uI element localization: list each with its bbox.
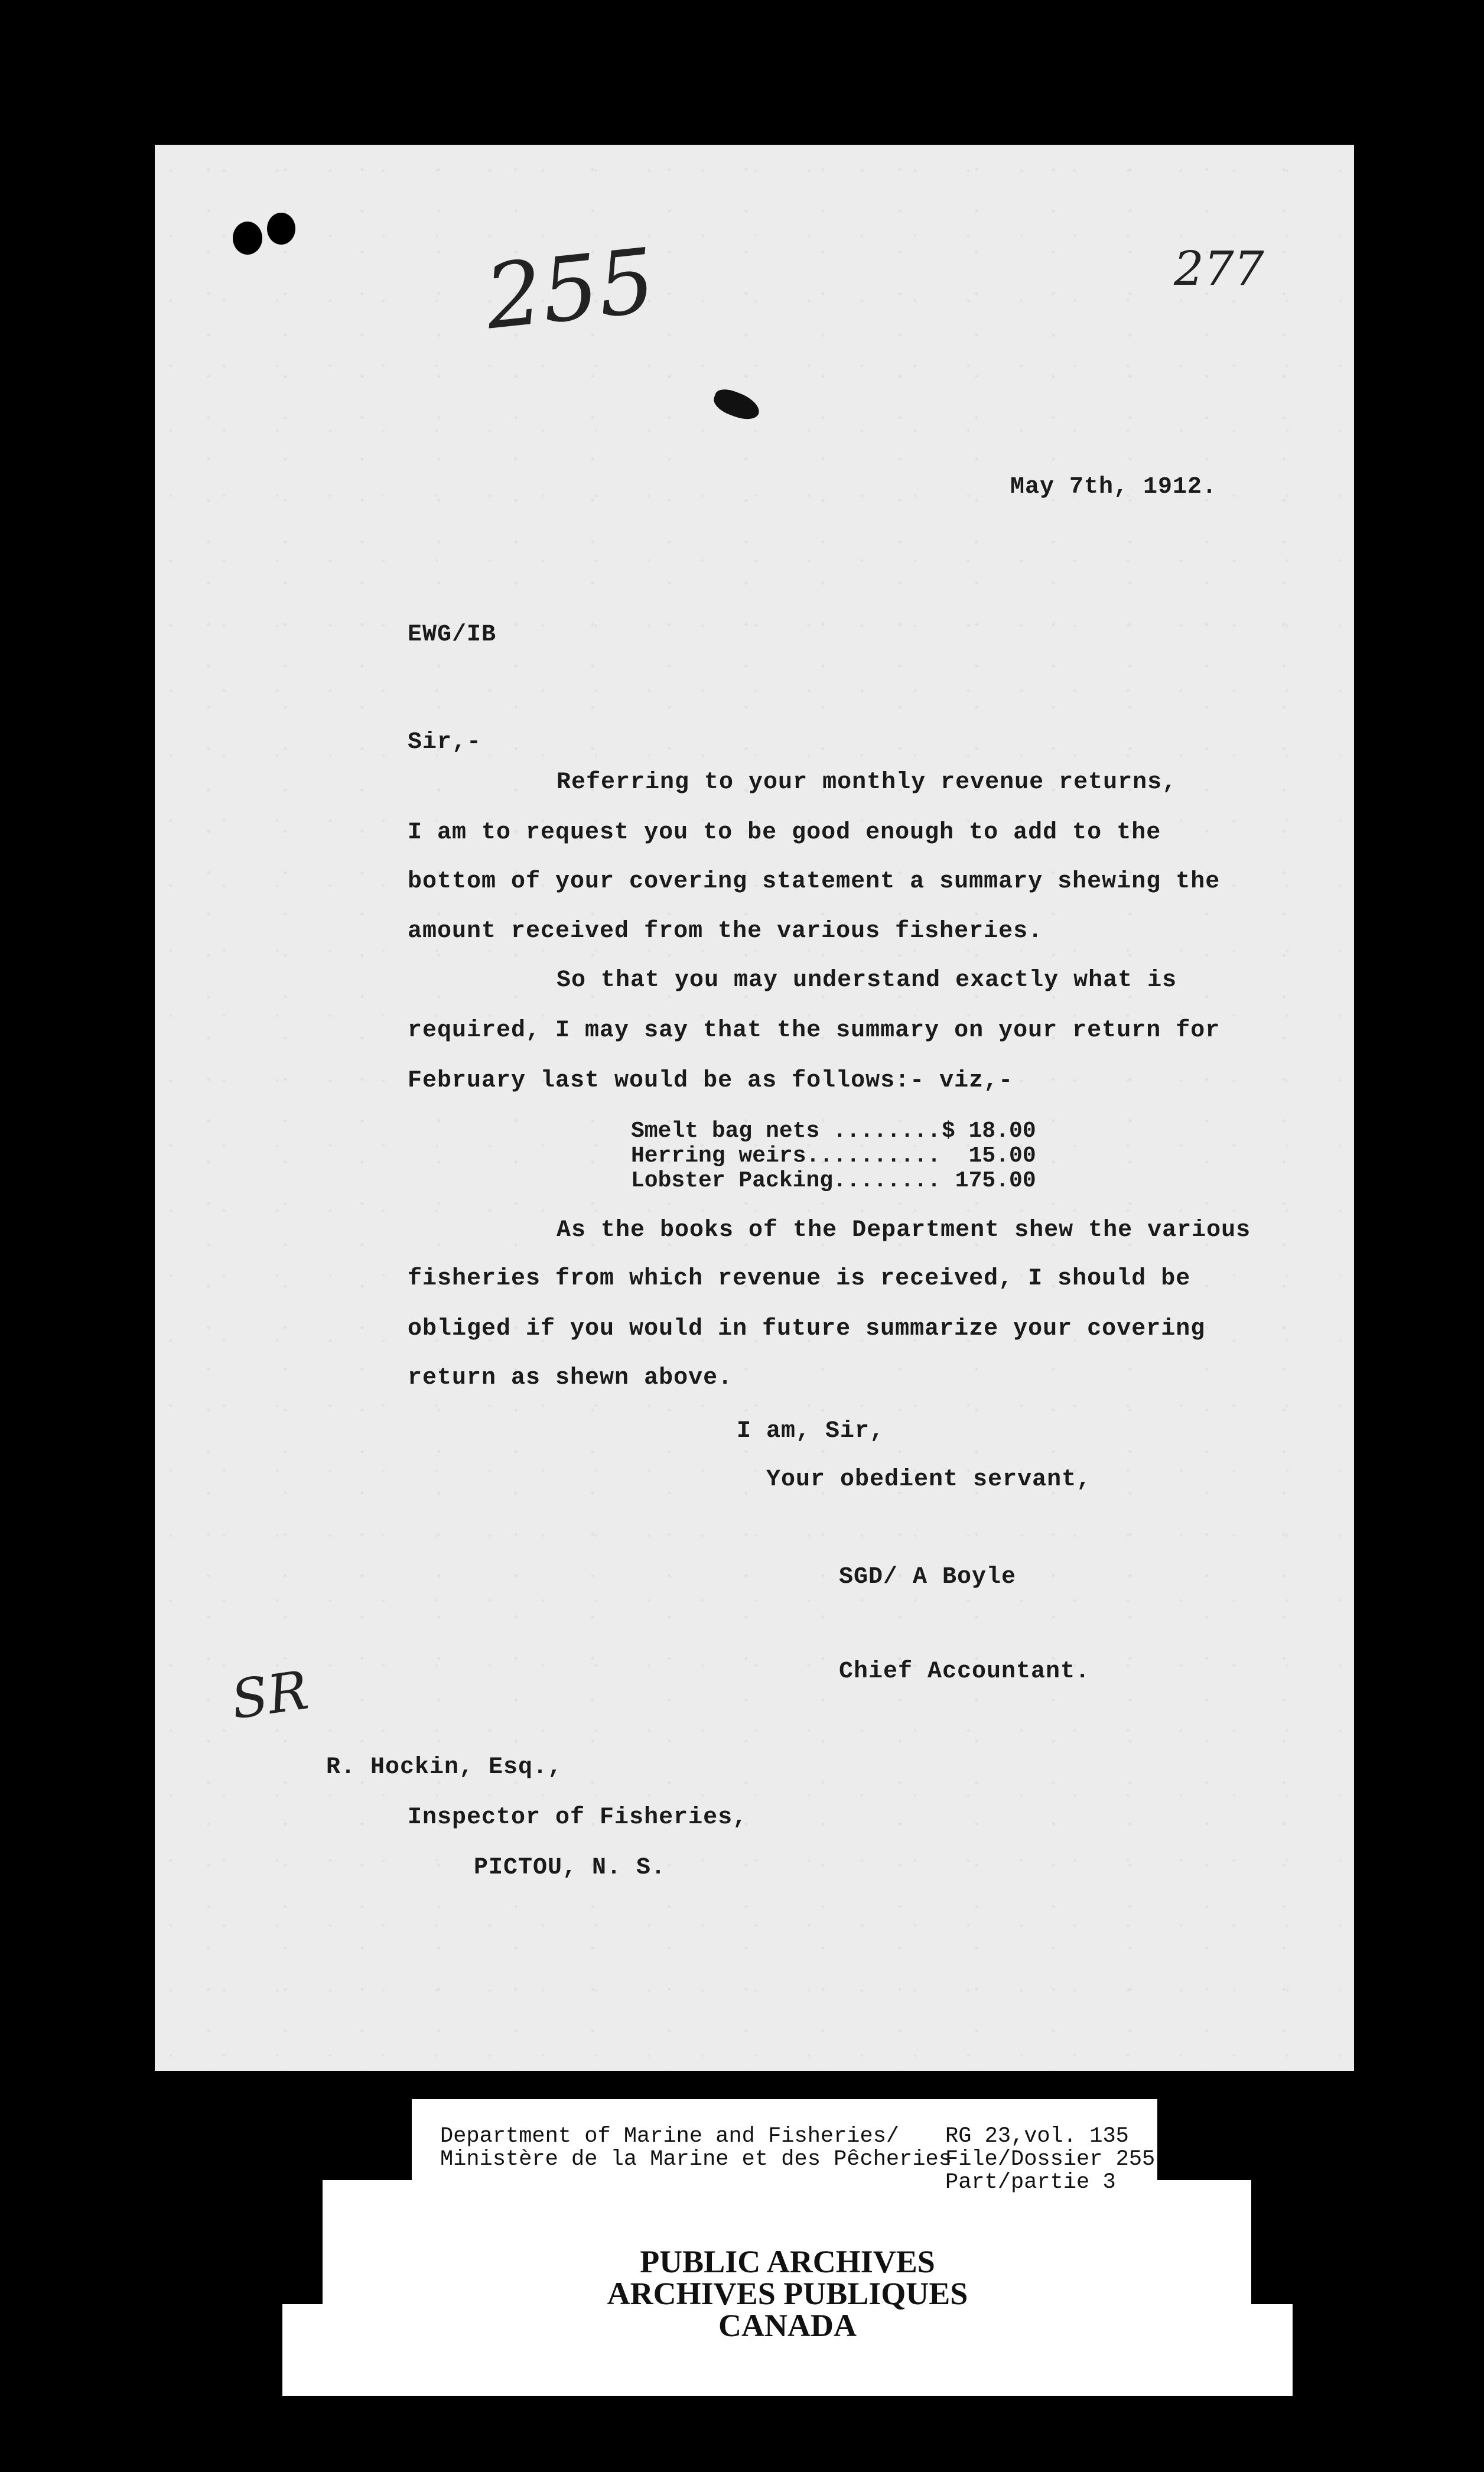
summary-item: Smelt bag nets ........ (631, 1118, 941, 1144)
summary-item: Lobster Packing........ (631, 1168, 941, 1193)
summary-amount: 175.00 (942, 1168, 1036, 1193)
ink-mark (711, 386, 763, 424)
body-line: Referring to your monthly revenue returns, (556, 769, 1177, 796)
addressee-name: R. Hockin, Esq., (326, 1754, 563, 1781)
body-line: bottom of your covering statement a summary shewing the (408, 869, 1221, 895)
reference-code: EWG/IB (408, 622, 497, 648)
body-line: return as shewn above. (408, 1365, 733, 1391)
archive-reference-label (412, 2099, 1157, 2217)
addressee-place: PICTOU, N. S. (474, 1855, 666, 1881)
body-line: So that you may understand exactly what is (556, 967, 1177, 994)
body-line: required, I may say that the summary on your return for (408, 1017, 1221, 1044)
body-line: As the books of the Department shew the various (556, 1217, 1251, 1244)
archives-line-3: CANADA (718, 2308, 857, 2343)
salutation: Sir,- (408, 729, 482, 756)
department-fr: Ministère de la Marine et des Pêcheries (440, 2147, 952, 2172)
record-group: RG 23,vol. 135 (945, 2124, 1129, 2149)
archives-line-2: ARCHIVES PUBLIQUES (607, 2276, 968, 2311)
handwritten-folio-left: 255 (480, 229, 660, 350)
body-line: obliged if you would in future summarize your covering (408, 1316, 1206, 1342)
signatory-title: Chief Accountant. (839, 1658, 1091, 1685)
body-line: fisheries from which revenue is received, I should be (408, 1266, 1191, 1292)
department-en: Department of Marine and Fisheries/ (440, 2124, 900, 2149)
file-number: File/Dossier 255 (945, 2147, 1156, 2172)
punch-hole (267, 213, 295, 245)
closing-line: Your obedient servant, (766, 1466, 1092, 1493)
summary-amount: 15.00 (942, 1143, 1036, 1169)
body-line: amount received from the various fisheries. (408, 918, 1043, 945)
addressee-position: Inspector of Fisheries, (408, 1804, 748, 1831)
body-line: I am to request you to be good enough to add to the (408, 819, 1161, 846)
summary-amount: $ 18.00 (942, 1118, 1036, 1144)
letter-date: May 7th, 1912. (1010, 474, 1218, 500)
punch-hole (233, 222, 262, 255)
handwritten-folio-right: 277 (1174, 241, 1264, 296)
archives-line-1: PUBLIC ARCHIVES (640, 2244, 935, 2279)
body-line: February last would be as follows:- viz,- (408, 1068, 1014, 1094)
handwritten-initials: SR (227, 1659, 313, 1732)
part-number: Part/partie 3 (945, 2170, 1116, 2195)
signature: SGD/ A Boyle (839, 1564, 1017, 1590)
document-page (155, 145, 1354, 2071)
closing-line: I am, Sir, (737, 1418, 885, 1445)
summary-item: Herring weirs.......... (631, 1143, 941, 1169)
